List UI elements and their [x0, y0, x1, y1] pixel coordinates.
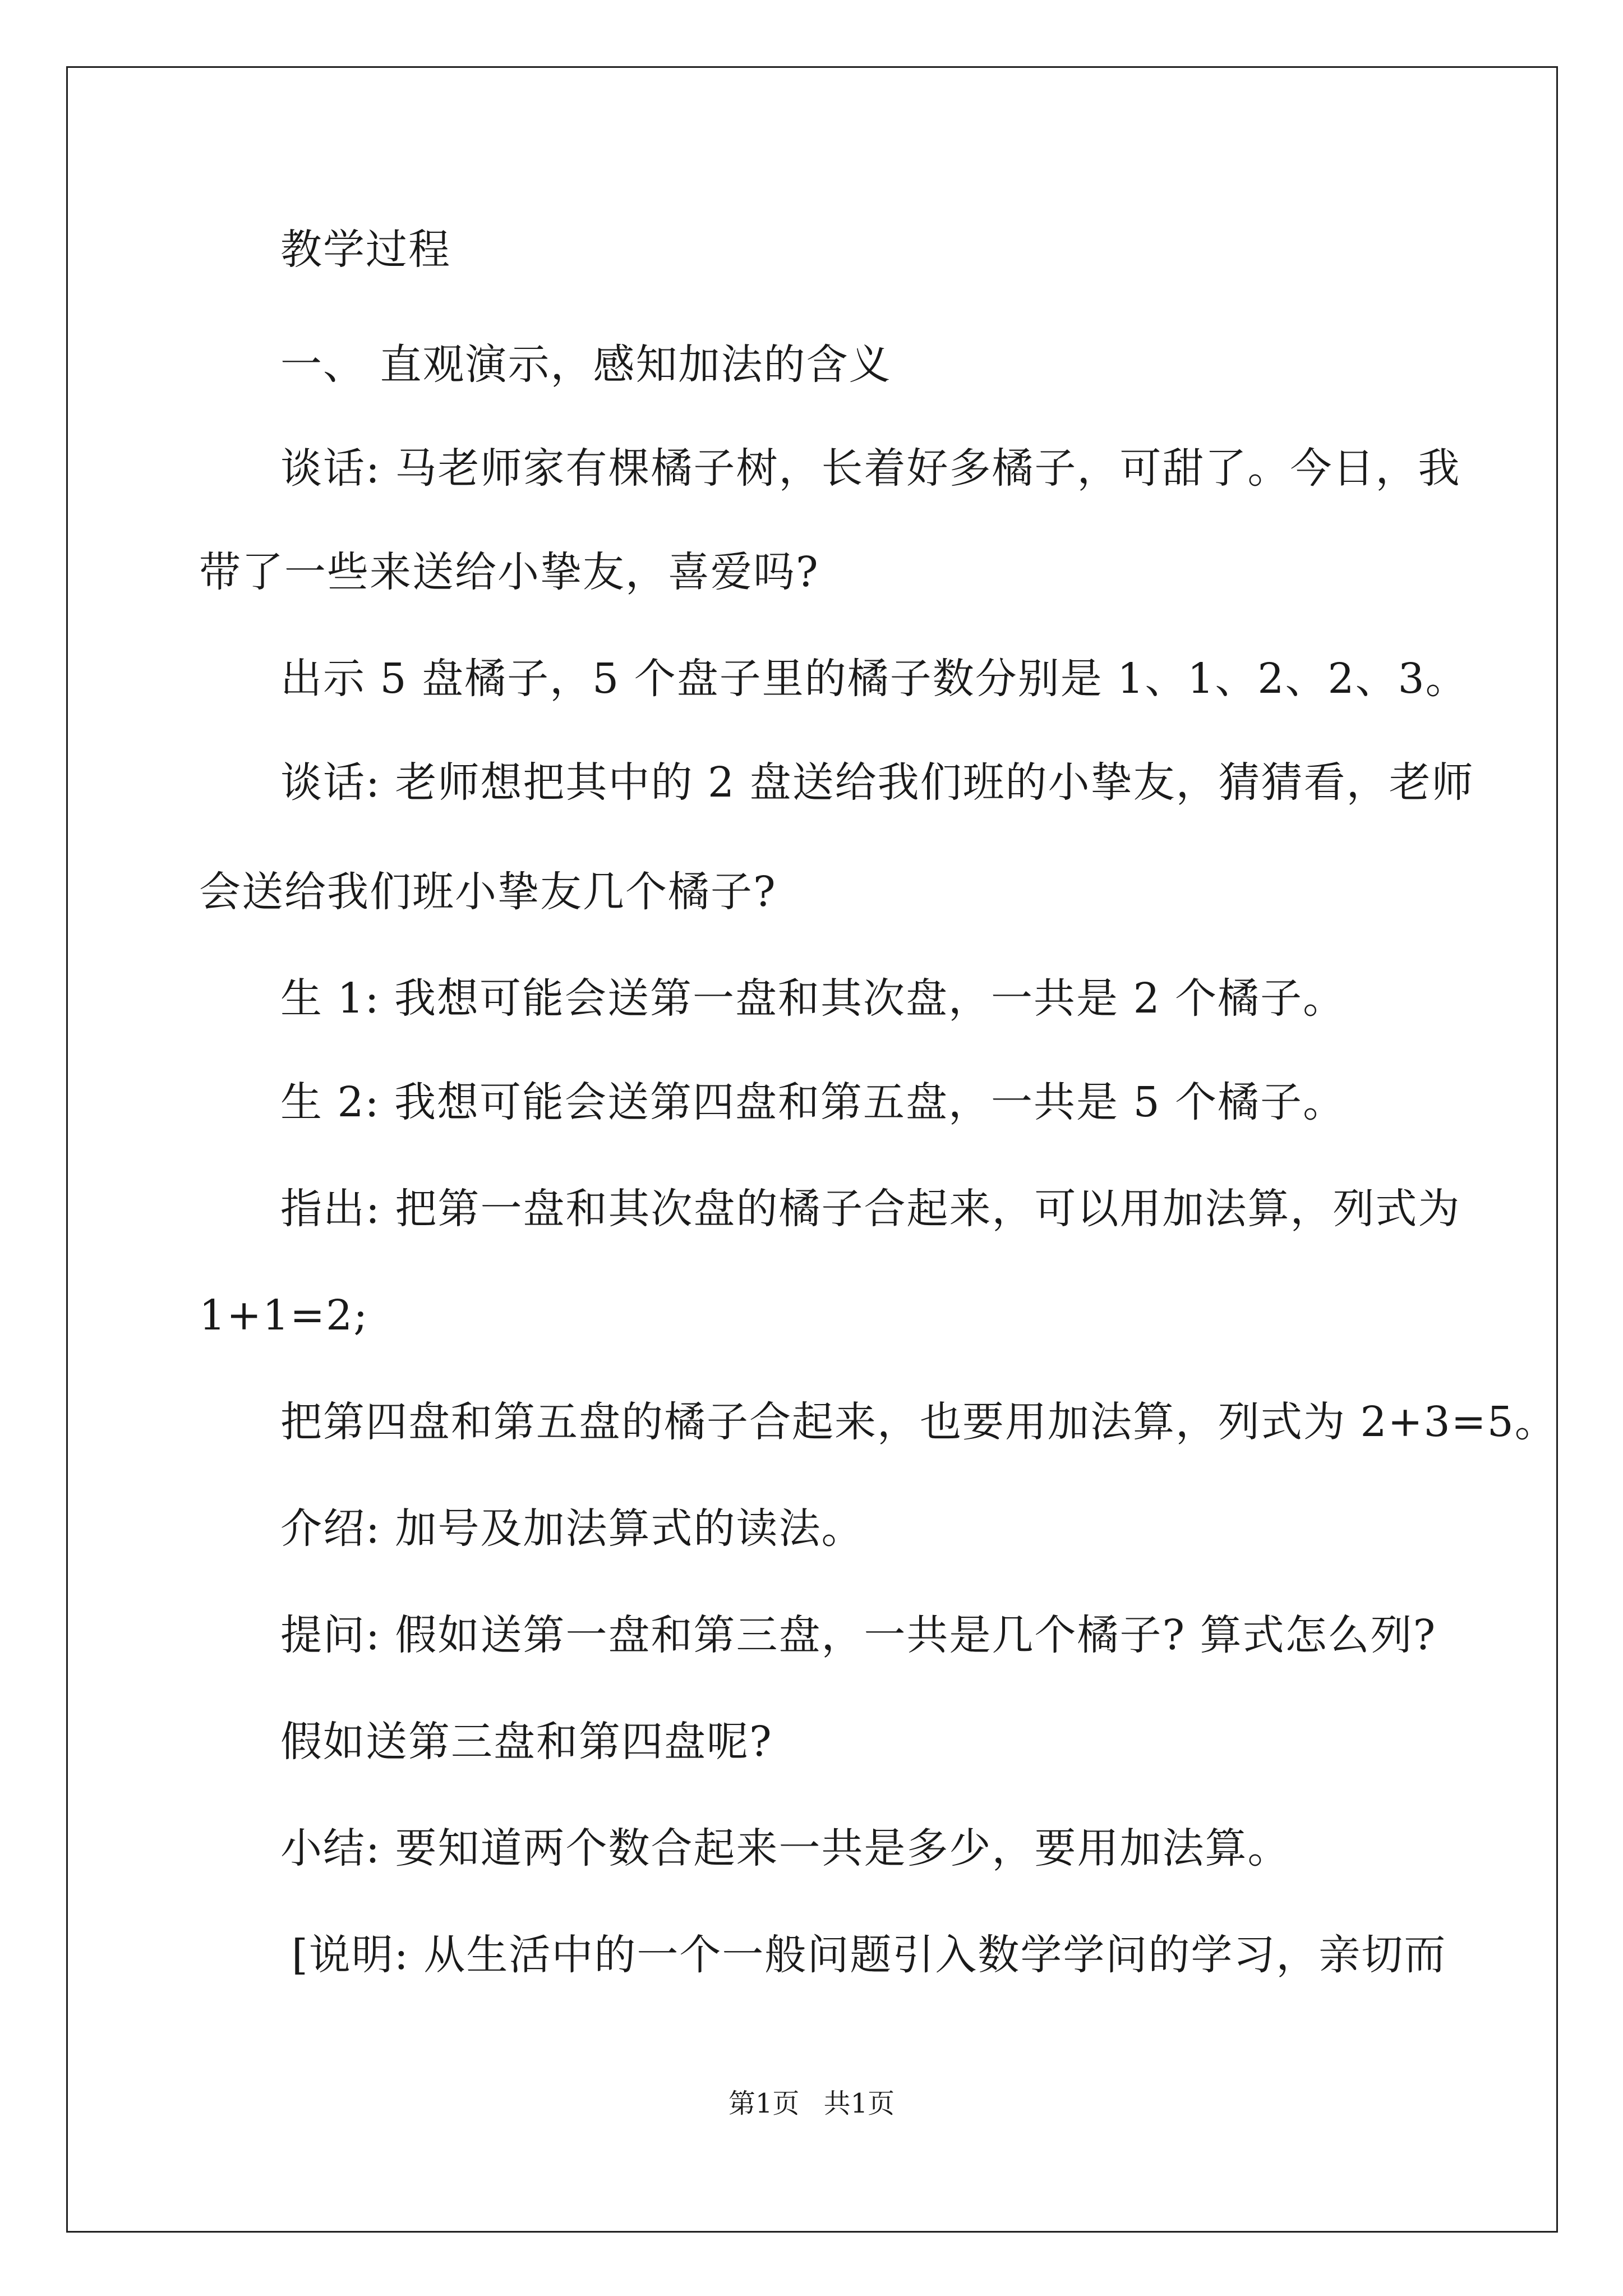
page-border [66, 66, 1558, 2233]
paragraph-line: 指出: 把第一盘和其次盘的橘子合起来，可以用加法算，列式为 [280, 1185, 1461, 1233]
paragraph-line: 生 1: 我想可能会送第一盘和其次盘，一共是 2 个橘子。 [280, 974, 1346, 1023]
paragraph-line: 小结: 要知道两个数合起来一共是多少，要用加法算。 [280, 1824, 1290, 1872]
page-footer [0, 2087, 1623, 2120]
paragraph-line: 出示 5 盘橘子，5 个盘子里的橘子数分别是 1、1、2、2、3。 [280, 655, 1468, 703]
section-heading-1: 一、 直观演示，感知加法的含义 [280, 341, 892, 389]
paragraph-line: 假如送第三盘和第四盘呢? [280, 1718, 773, 1766]
page-number: 第1页 [728, 2088, 800, 2119]
paragraph-line: 谈话: 马老师家有棵橘子树，长着好多橘子，可甜了。今日，我 [280, 444, 1461, 493]
paragraph-line: 生 2: 我想可能会送第四盘和第五盘，一共是 5 个橘子。 [280, 1078, 1346, 1126]
paragraph-line: 谈话: 老师想把其中的 2 盘送给我们班的小挚友，猜猜看，老师 [280, 758, 1474, 807]
paragraph-line: [说明: 从生活中的一个一般问题引入数学学问的学习，亲切而 [292, 1931, 1447, 1979]
paragraph-line: 介绍: 加号及加法算式的读法。 [280, 1504, 864, 1553]
paragraph-line: 会送给我们班小挚友几个橘子? [199, 868, 777, 916]
paragraph-line: 把第四盘和第五盘的橘子合起来，也要用加法算，列式为 2+3=5。 [280, 1398, 1557, 1446]
paragraph-line: 提问: 假如送第一盘和第三盘，一共是几个橘子? 算式怎么列? [280, 1611, 1437, 1659]
paragraph-line: 带了一些来送给小挚友，喜爱吗? [199, 548, 819, 596]
paragraph-line: 1+1=2; [199, 1291, 369, 1340]
page-total: 共1页 [823, 2088, 895, 2119]
heading-teaching-process: 教学过程 [280, 226, 451, 274]
